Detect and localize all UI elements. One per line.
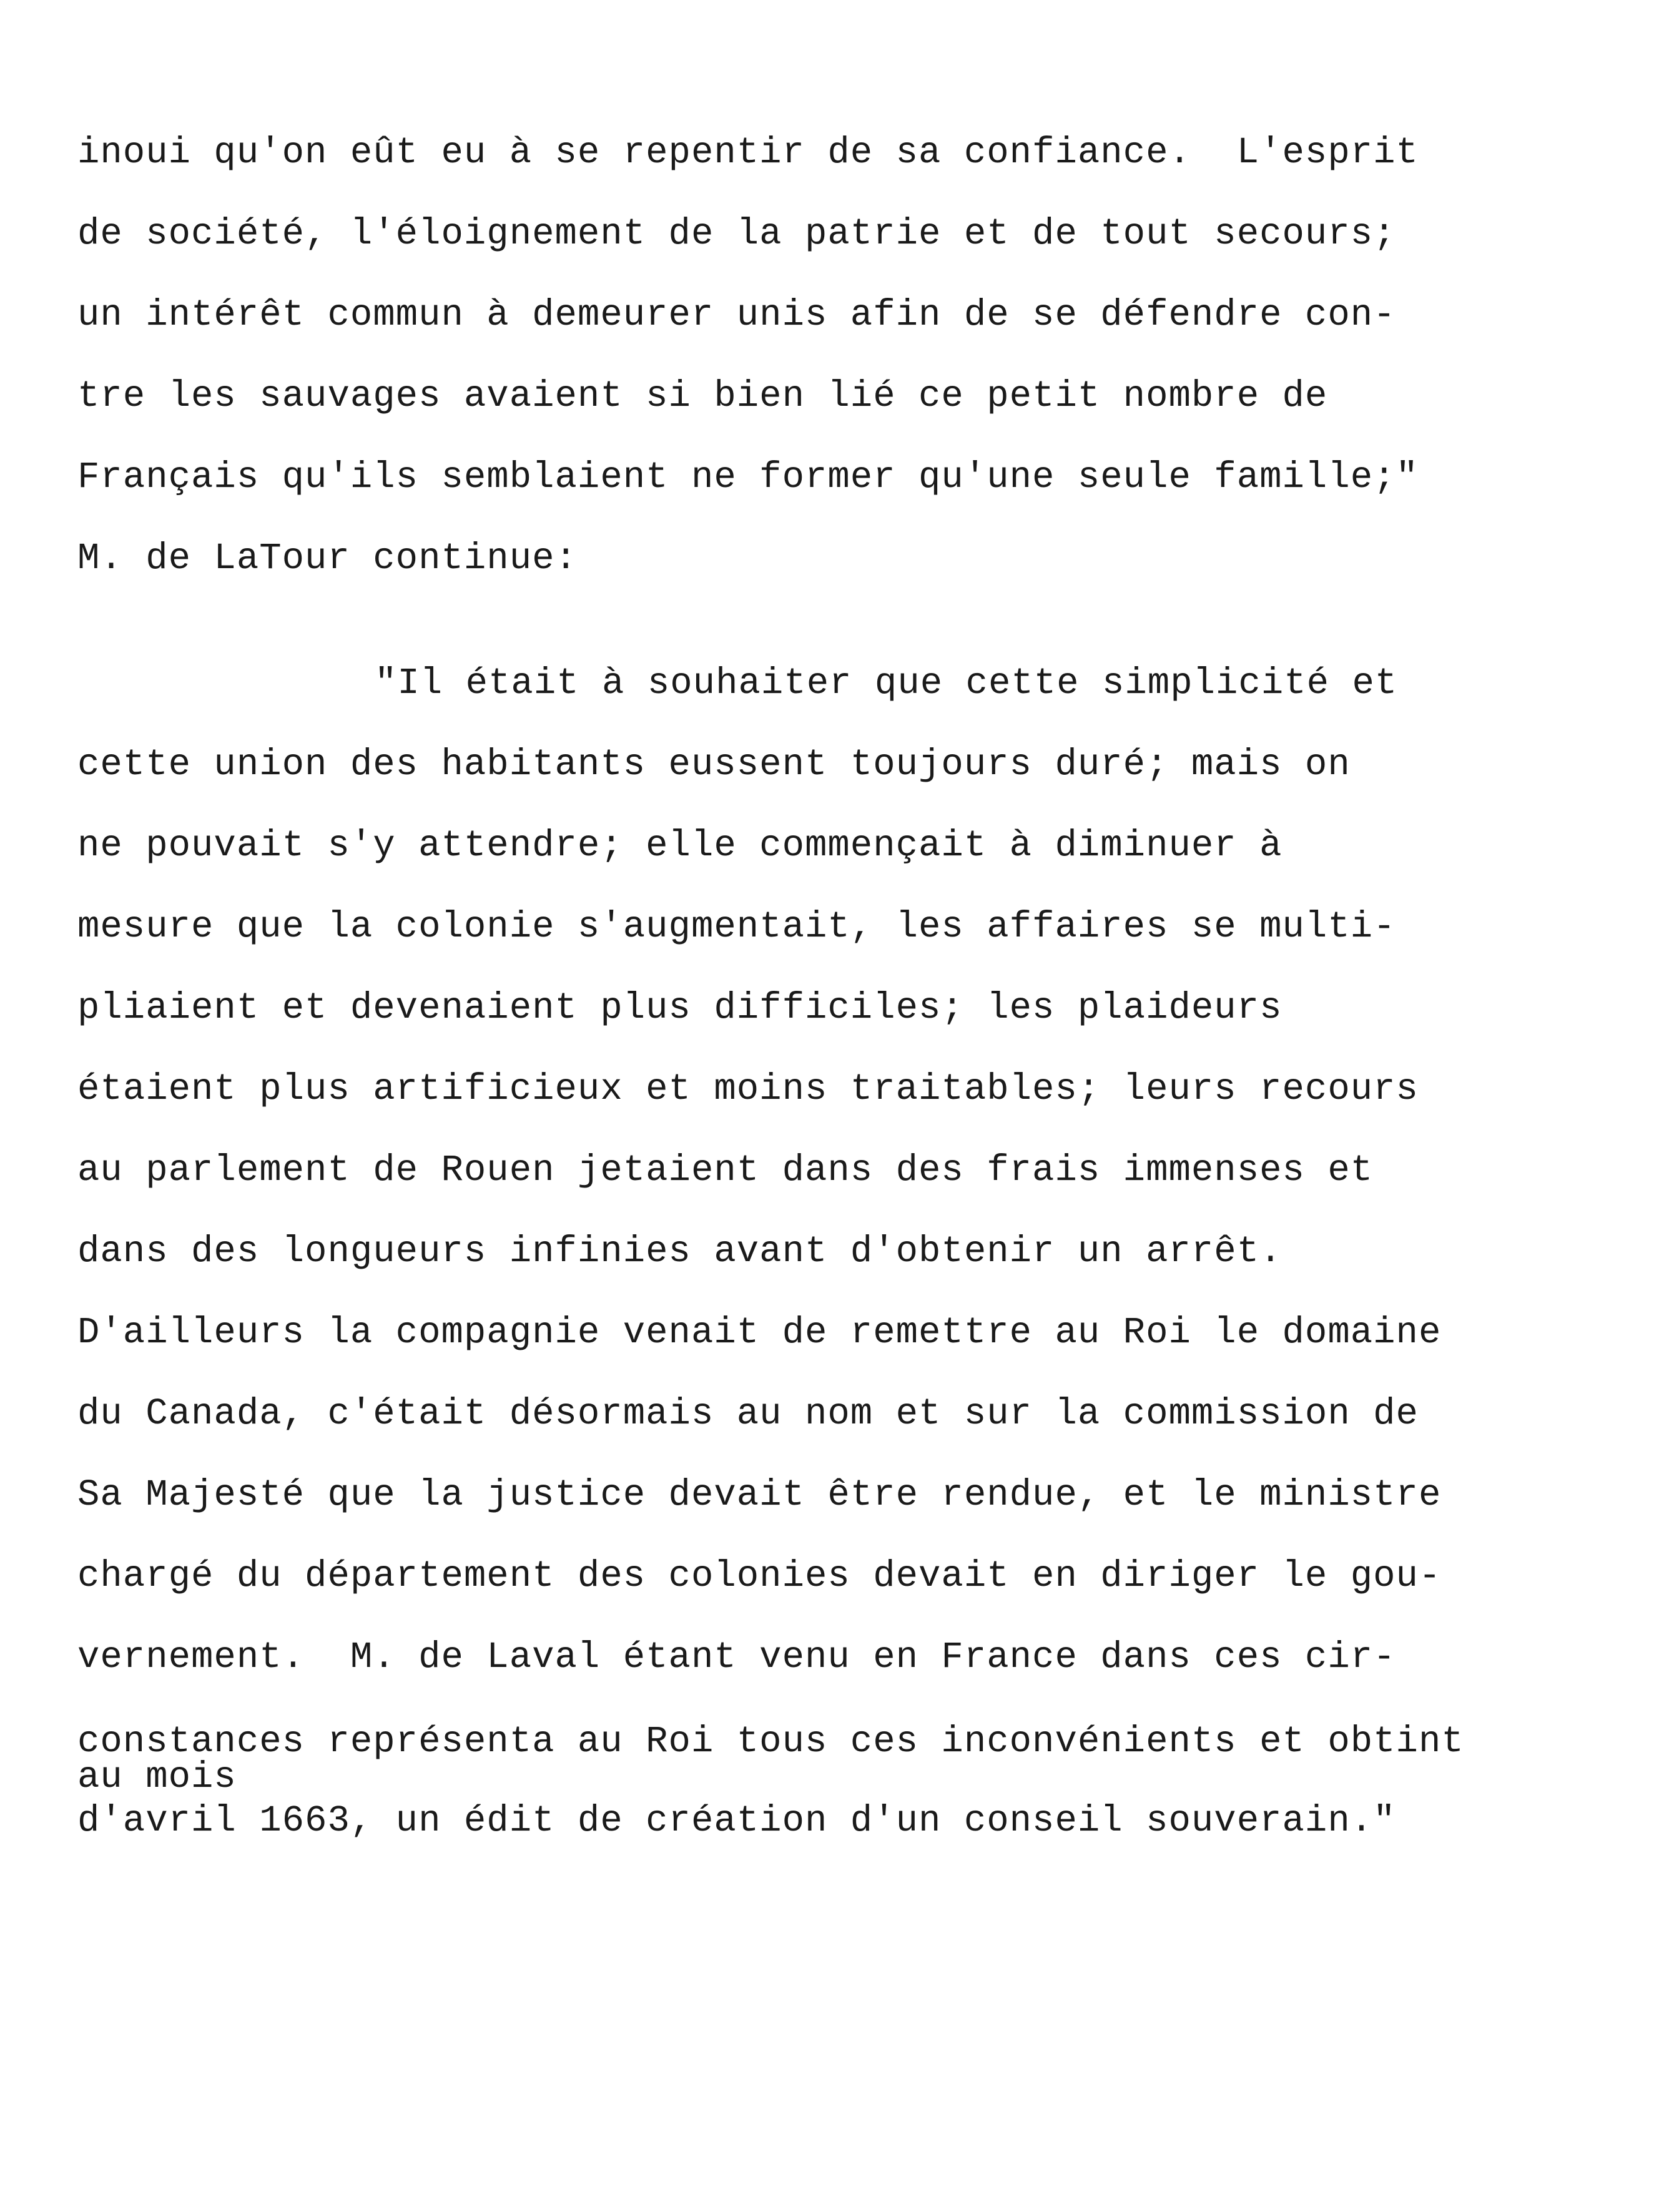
text-line: M. de LaTour continue: [77,538,578,579]
text-line: au mois [77,1756,237,1798]
text-line: du Canada, c'était désormais au nom et sur la commission de [77,1393,1419,1435]
text-line: ne pouvait s'y attendre; elle commençait à diminuer à [77,825,1282,867]
text-line: inoui qu'on eût eu à se repentir de sa confiance. L'esprit [77,132,1419,174]
text-line: Sa Majesté que la justice devait être rendue, et le ministre [77,1474,1442,1516]
text-line: "Il était à souhaiter que cette simplicité et [375,662,1398,704]
text-line: au parlement de Rouen jetaient dans des frais immenses et [77,1149,1374,1191]
text-line: dans des longueurs infinies avant d'obtenir un arrêt. [77,1231,1282,1272]
text-line: D'ailleurs la compagnie venait de remettre au Roi le domaine [77,1312,1442,1354]
text-line: étaient plus artificieux et moins traitables; leurs recours [77,1068,1419,1110]
text-line: Français qu'ils semblaient ne former qu'une seule famille;" [77,456,1419,498]
text-line: un intérêt commun à demeurer unis afin de se défendre con- [77,294,1396,336]
text-line: cette union des habitants eussent toujours duré; mais on [77,744,1351,785]
text-line: chargé du département des colonies devait en diriger le gou- [77,1555,1442,1597]
text-line: pliaient et devenaient plus difficiles; les plaideurs [77,987,1282,1029]
text-line: constances représenta au Roi tous ces inconvénients et obtint [77,1721,1464,1762]
text-line: d'avril 1663, un édit de création d'un conseil souverain." [77,1800,1396,1842]
text-line: vernement. M. de Laval étant venu en France dans ces cir- [77,1636,1396,1678]
text-line: mesure que la colonie s'augmentait, les affaires se multi- [77,906,1396,948]
text-line: tre les sauvages avaient si bien lié ce petit nombre de [77,375,1328,417]
text-line: de société, l'éloignement de la patrie et de tout secours; [77,213,1396,255]
